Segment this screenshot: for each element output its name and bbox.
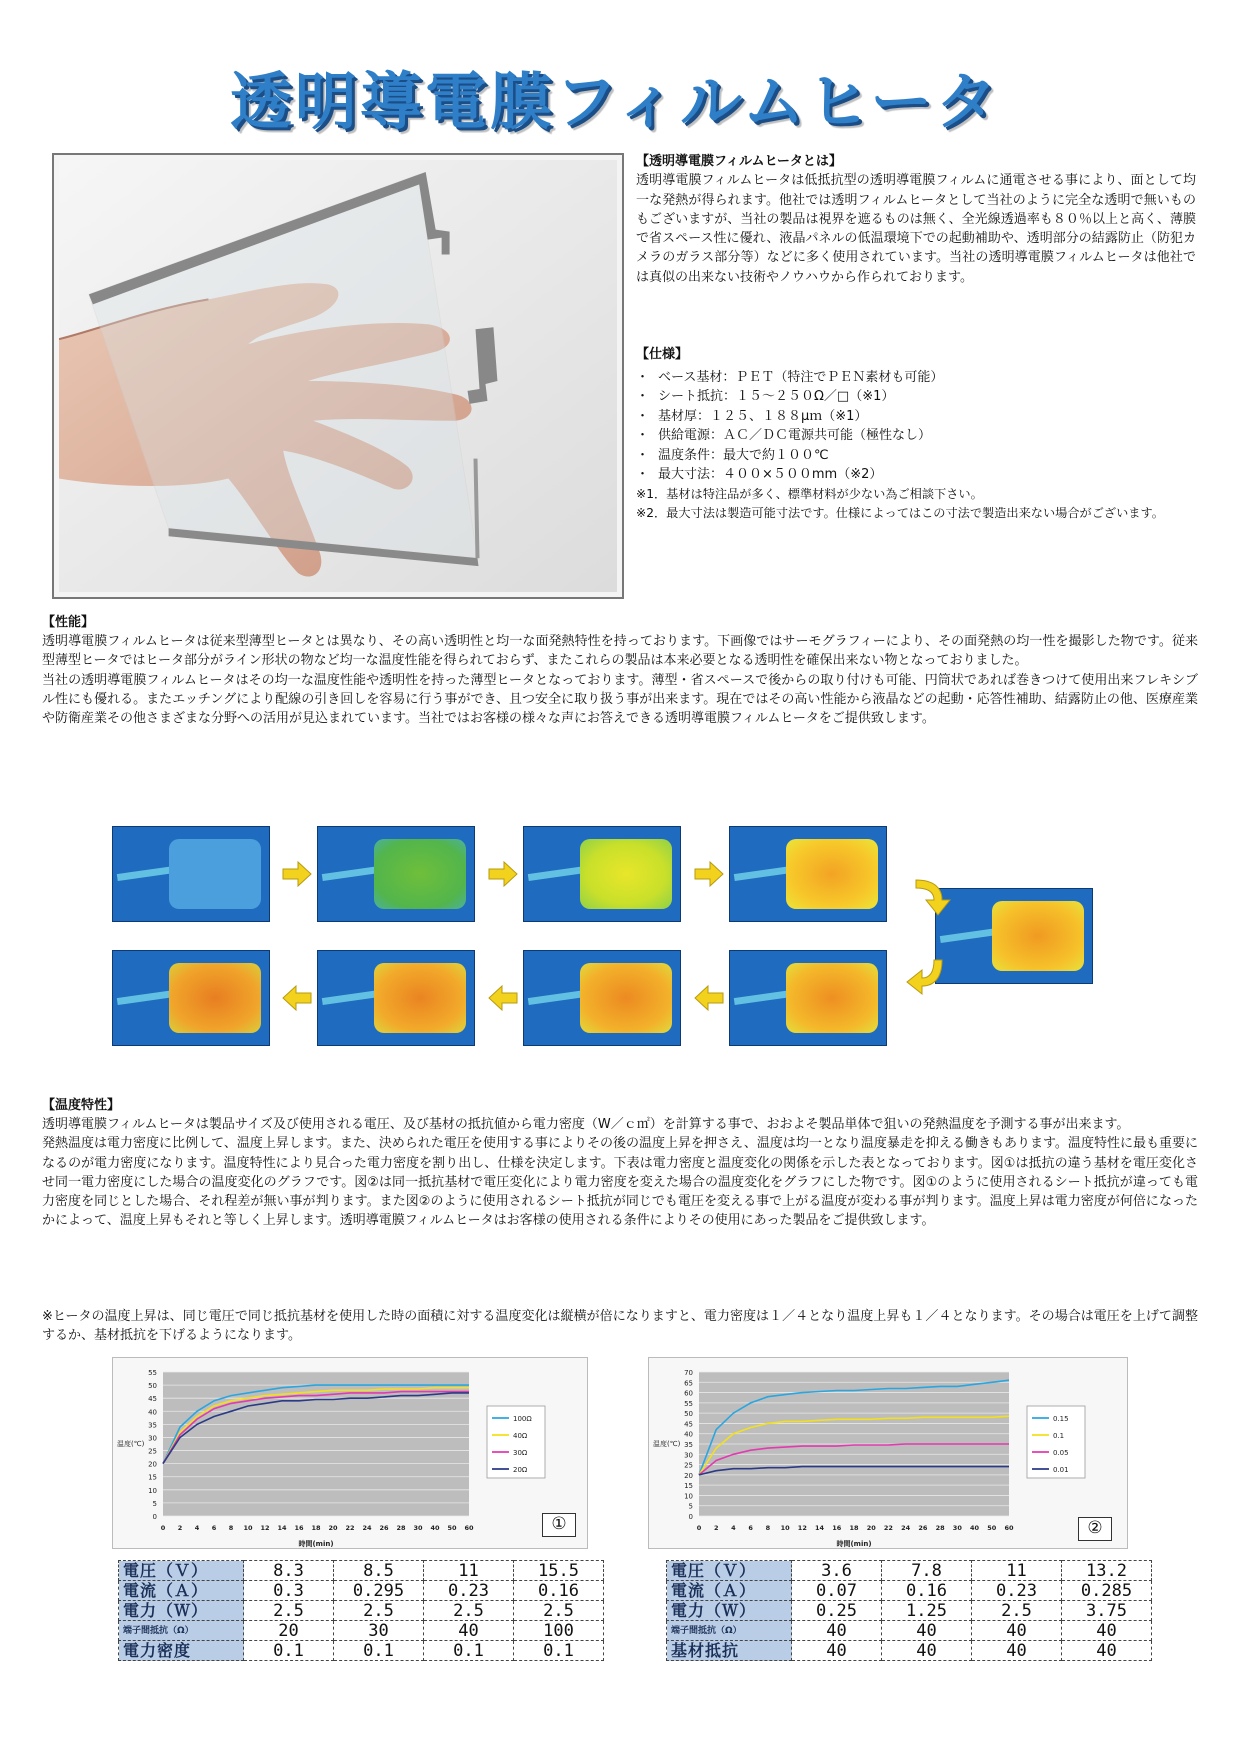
table-cell: 40 xyxy=(882,1621,972,1641)
y-tick-label: 55 xyxy=(148,1369,157,1377)
arrow-curve-left-icon xyxy=(906,958,946,998)
table-cell: 13.2 xyxy=(1062,1561,1152,1581)
y-tick-label: 20 xyxy=(684,1471,693,1480)
table-row xyxy=(119,1561,604,1581)
y-tick-label: 15 xyxy=(148,1473,157,1482)
x-tick-label: 14 xyxy=(815,1524,825,1532)
table-cell: 0.16 xyxy=(882,1581,972,1601)
hand-holding-film-image xyxy=(59,160,617,592)
y-tick-label: 0 xyxy=(152,1513,157,1521)
y-axis-label: 温度(℃) xyxy=(653,1440,681,1448)
x-tick-label: 50 xyxy=(987,1524,997,1532)
table-cell: 0.23 xyxy=(424,1581,514,1601)
chart-2-number: ② xyxy=(1078,1517,1112,1541)
y-tick-label: 0 xyxy=(688,1513,693,1521)
x-tick-label: 14 xyxy=(277,1524,287,1532)
table-cell: 8.5 xyxy=(334,1561,424,1581)
legend-label: 100Ω xyxy=(513,1415,532,1423)
table-row xyxy=(667,1561,1152,1581)
thermal-image-9 xyxy=(112,950,270,1046)
x-tick-label: 24 xyxy=(901,1524,911,1532)
spec-item: ・ 温度条件：最大で約１００℃ xyxy=(636,446,1196,466)
row-label: 電流（Ａ） xyxy=(667,1581,792,1601)
temperature-paragraph-2: 発熱温度は電力密度に比例して、温度上昇します。また、決められた電圧を使用する事によりその後の温度上昇を押さえ、温度は均一となり温度暴走を抑える働きもあります。温度特性に最も重要になるのが電力密度になります。温度特性により見合った電力密度を割り出し、仕様を決定します。下表は電力密度と温度変化の関係を示した表となっております。図①は抵抗の違う基材を電圧変化させ同一電力密度にした場合の温度変化のグラフです。図②は同一抵抗基材で電圧変化により電力密度を変えた場合の温度変化をグラフにした物です。図①のように使用されるシート抵抗が違っても電力密度を同じとした場合、それ程差が無い事が判ります。また図②のように使用されるシート抵抗が同じでも電圧を変える事で上がる温度が変わる事が判ります。温度上昇は電力密度が何倍になったかによって、温度上昇もそれと等しく上昇します。透明導電膜フィルムヒータはお客様の使用される条件によりその使用にあった製品をご提供致します。 xyxy=(42,1136,1198,1229)
arrow-curve-down-icon xyxy=(914,876,954,916)
row-label: 端子間抵抗（Ω） xyxy=(119,1621,244,1641)
row-label: 基材抵抗 xyxy=(667,1641,792,1661)
table-cell: 40 xyxy=(792,1621,882,1641)
temperature-section xyxy=(42,1096,1198,1230)
page-title: 透明導電膜フィルムヒータ xyxy=(230,65,1001,138)
row-label: 電力密度 xyxy=(119,1641,244,1661)
data-table-1 xyxy=(118,1560,604,1661)
table-cell: 0.1 xyxy=(514,1641,604,1661)
legend-label: 40Ω xyxy=(513,1432,528,1440)
x-axis-label: 時間(min) xyxy=(298,1540,334,1548)
x-tick-label: 6 xyxy=(748,1524,753,1532)
y-tick-label: 65 xyxy=(684,1379,693,1388)
table-cell: 0.1 xyxy=(334,1641,424,1661)
legend-label: 0.01 xyxy=(1053,1466,1069,1474)
performance-section xyxy=(42,613,1198,728)
row-label: 電圧（Ｖ） xyxy=(119,1561,244,1581)
arrow-right-icon xyxy=(694,861,724,887)
arrow-left-icon xyxy=(694,985,724,1011)
x-tick-label: 30 xyxy=(413,1524,423,1532)
x-tick-label: 50 xyxy=(447,1524,457,1532)
x-tick-label: 26 xyxy=(918,1524,928,1532)
performance-heading: 【性能】 xyxy=(42,615,95,630)
table-cell: 40 xyxy=(972,1641,1062,1661)
table-cell: 40 xyxy=(972,1621,1062,1641)
thermal-image-6 xyxy=(729,950,887,1046)
spec-item: ・ 基材厚：１２５、１８８μｍ（※1） xyxy=(636,407,1196,427)
table-cell: 3.6 xyxy=(792,1561,882,1581)
table-cell: 11 xyxy=(972,1561,1062,1581)
thermal-image-2 xyxy=(317,826,475,922)
table-cell: 2.5 xyxy=(972,1601,1062,1621)
y-tick-label: 30 xyxy=(684,1451,693,1460)
intro-section xyxy=(636,152,1196,287)
x-tick-label: 26 xyxy=(379,1524,389,1532)
chart-1 xyxy=(112,1357,588,1549)
y-tick-label: 35 xyxy=(148,1421,157,1430)
y-tick-label: 40 xyxy=(684,1430,693,1439)
y-tick-label: 45 xyxy=(148,1395,157,1404)
y-tick-label: 35 xyxy=(684,1441,693,1449)
temperature-paragraph-1: 透明導電膜フィルムヒータは製品サイズ及び使用される電圧、及び基材の抵抗値から電力密度（W／ｃ㎡）を計算する事で、おおよそ製品単体で狙いの発熱温度を予測する事が出来ます。 xyxy=(42,1117,1130,1133)
x-tick-label: 20 xyxy=(328,1524,338,1532)
y-tick-label: 15 xyxy=(684,1482,693,1491)
thermal-image-4 xyxy=(729,826,887,922)
table-cell: 7.8 xyxy=(882,1561,972,1581)
row-label: 端子間抵抗（Ω） xyxy=(667,1621,792,1641)
table-cell: 8.3 xyxy=(244,1561,334,1581)
table-cell: 20 xyxy=(244,1621,334,1641)
plot-area xyxy=(163,1372,469,1516)
table-row xyxy=(119,1581,604,1601)
x-tick-label: 4 xyxy=(731,1524,736,1532)
chart-2-svg xyxy=(649,1358,1127,1548)
x-tick-label: 18 xyxy=(849,1524,859,1532)
y-tick-label: 25 xyxy=(148,1447,157,1456)
spec-list xyxy=(636,368,1196,485)
y-tick-label: 45 xyxy=(684,1420,693,1429)
x-tick-label: 22 xyxy=(345,1524,355,1532)
x-tick-label: 12 xyxy=(797,1524,807,1532)
spec-item: ・ 最大寸法：４００×５００mm（※2） xyxy=(636,465,1196,485)
thermal-image-1 xyxy=(112,826,270,922)
y-tick-label: 60 xyxy=(684,1389,693,1398)
table-cell: 40 xyxy=(792,1641,882,1661)
spec-item: ・ ベース基材：ＰＥＴ（特注でＰＥＮ素材も可能） xyxy=(636,368,1196,388)
table-cell: 2.5 xyxy=(244,1601,334,1621)
x-tick-label: 28 xyxy=(935,1524,945,1532)
x-tick-label: 0 xyxy=(696,1524,702,1532)
y-tick-label: 40 xyxy=(148,1408,157,1417)
performance-paragraph-2: 当社の透明導電膜フィルムヒータはその均一な温度性能や透明性を持った薄型ヒータとなっております。薄型・省スペースで後からの取り付けも可能、円筒状であれば巻きつけて使用出来フレキシブル性にも優れる。またエッチングにより配線の引き回しを容易に行う事ができ、且つ安全に取り扱う事が出来ます。現在ではその高い性能から液晶などの起動・応答性補助、結露防止の他、医療産業や防衛産業その他さまざまな分野への活用が見込まれています。当社ではお客様の様々な声にお答えできる透明導電膜フィルムヒータをご提供致します。 xyxy=(42,672,1198,727)
y-tick-label: 50 xyxy=(684,1410,693,1419)
arrow-left-icon xyxy=(282,985,312,1011)
x-tick-label: 8 xyxy=(765,1524,771,1532)
row-label: 電流（Ａ） xyxy=(119,1581,244,1601)
x-tick-label: 10 xyxy=(780,1524,790,1532)
spec-item: ・ シート抵抗：１５～２５０Ω／□（※1） xyxy=(636,387,1196,407)
arrow-right-icon xyxy=(488,861,518,887)
thermal-image-8 xyxy=(317,950,475,1046)
y-tick-label: 5 xyxy=(688,1502,693,1511)
table-cell: 100 xyxy=(514,1621,604,1641)
table-row xyxy=(119,1621,604,1641)
arrow-right-icon xyxy=(282,861,312,887)
x-tick-label: 16 xyxy=(294,1524,304,1532)
table-cell: 0.23 xyxy=(972,1581,1062,1601)
x-tick-label: 6 xyxy=(211,1524,217,1532)
temperature-heading: 【温度特性】 xyxy=(42,1098,121,1113)
table-cell: 40 xyxy=(1062,1641,1152,1661)
spec-note-1: ※1．基材は特注品が多く、標準材料が少ない為ご相談下さい。 xyxy=(636,486,983,501)
table-cell: 0.16 xyxy=(514,1581,604,1601)
y-tick-label: 50 xyxy=(148,1382,157,1391)
table-cell: 0.07 xyxy=(792,1581,882,1601)
table-cell: 15.5 xyxy=(514,1561,604,1581)
chart-1-svg xyxy=(113,1358,587,1548)
legend-label: 30Ω xyxy=(513,1449,528,1457)
x-tick-label: 4 xyxy=(194,1524,200,1532)
y-tick-label: 20 xyxy=(148,1460,157,1469)
x-tick-label: 18 xyxy=(311,1524,321,1532)
y-axis-label: 温度(℃) xyxy=(117,1440,145,1448)
performance-paragraph-1: 透明導電膜フィルムヒータは従来型薄型ヒータとは異なり、その高い透明性と均一な面発熱特性を持っております。下画像ではサーモグラフィーにより、その面発熱の均一性を撮影した物です。従来型薄型ヒータではヒータ部分がライン形状の物など均一な温度性能を得られておらず、またこれらの製品は本来必要となる透明性を確保出来ない物となっておりました。 xyxy=(42,634,1199,669)
table-cell: 40 xyxy=(882,1641,972,1661)
x-tick-label: 30 xyxy=(952,1524,962,1532)
chart-2 xyxy=(648,1357,1128,1549)
thermal-image-3 xyxy=(523,826,681,922)
x-tick-label: 16 xyxy=(832,1524,842,1532)
intro-body: 透明導電膜フィルムヒータは低抵抗型の透明導電膜フィルムに通電させる事により、面として均一な発熱が得られます。他社では透明フィルムヒータとして当社のように完全な透明で無いものもございますが、当社の製品は視界を遮るものは無く、全光線透過率も８０％以上と高く、薄膜で省スペース性に優れ、液晶パネルの低温環境下での起動補助や、透明部分の結露防止（防犯カメラのガラス部分等）などに多く使用されています。当社の透明導電膜フィルムヒータは他社では真似の出来ない技術やノウハウから作られております。 xyxy=(636,173,1196,285)
x-tick-label: 28 xyxy=(396,1524,406,1532)
row-label: 電力（Ｗ） xyxy=(667,1601,792,1621)
temperature-note xyxy=(42,1307,1198,1345)
legend-label: 0.05 xyxy=(1053,1449,1069,1457)
legend-label: 20Ω xyxy=(513,1466,528,1474)
table-cell: 30 xyxy=(334,1621,424,1641)
x-tick-label: 12 xyxy=(260,1524,270,1532)
table-cell: 0.25 xyxy=(792,1601,882,1621)
x-tick-label: 40 xyxy=(970,1524,980,1532)
table-row xyxy=(667,1581,1152,1601)
data-table-2 xyxy=(666,1560,1152,1661)
x-tick-label: 24 xyxy=(362,1524,372,1532)
x-axis-label: 時間(min) xyxy=(836,1540,872,1548)
y-tick-label: 30 xyxy=(148,1434,157,1443)
x-tick-label: 20 xyxy=(866,1524,876,1532)
x-tick-label: 40 xyxy=(430,1524,440,1532)
table-cell: 2.5 xyxy=(514,1601,604,1621)
row-label: 電力（Ｗ） xyxy=(119,1601,244,1621)
table-cell: 0.1 xyxy=(244,1641,334,1661)
table-cell: 1.25 xyxy=(882,1601,972,1621)
arrow-left-icon xyxy=(488,985,518,1011)
table-cell: 11 xyxy=(424,1561,514,1581)
thermal-image-7 xyxy=(523,950,681,1046)
spec-heading: 【仕様】 xyxy=(636,347,689,362)
x-tick-label: 60 xyxy=(464,1524,474,1532)
table-cell: 2.5 xyxy=(424,1601,514,1621)
x-tick-label: 2 xyxy=(177,1524,183,1532)
y-tick-label: 10 xyxy=(684,1492,693,1501)
table-row xyxy=(667,1601,1152,1621)
spec-note-2: ※2．最大寸法は製造可能寸法です。仕様によってはこの寸法で製造出来ない場合がございます。 xyxy=(636,505,1164,520)
table-cell: 40 xyxy=(424,1621,514,1641)
table-cell: 3.75 xyxy=(1062,1601,1152,1621)
temperature-note-text: ※ヒータの温度上昇は、同じ電圧で同じ抵抗基材を使用した時の面積に対する温度変化は縦横が倍になりますと、電力密度は１／４となり温度上昇も１／４となります。その場合は電圧を上げて調整するか、基材抵抗を下げるようになります。 xyxy=(42,1309,1198,1344)
legend-label: 0.15 xyxy=(1053,1415,1069,1423)
y-tick-label: 25 xyxy=(684,1461,693,1470)
spec-item: ・ 供給電源：ＡＣ／ＤＣ電源共可能（極性なし） xyxy=(636,426,1196,446)
table-cell: 40 xyxy=(1062,1621,1152,1641)
row-label: 電圧（Ｖ） xyxy=(667,1561,792,1581)
y-tick-label: 55 xyxy=(684,1399,693,1408)
table-row xyxy=(667,1621,1152,1641)
product-photo xyxy=(52,153,624,599)
thermal-image-5 xyxy=(935,888,1093,984)
y-tick-label: 70 xyxy=(684,1369,693,1377)
table-row xyxy=(667,1641,1152,1661)
table-row xyxy=(119,1601,604,1621)
y-tick-label: 10 xyxy=(148,1486,157,1495)
x-tick-label: 2 xyxy=(713,1524,719,1532)
x-tick-label: 8 xyxy=(228,1524,234,1532)
table-row xyxy=(119,1641,604,1661)
table-cell: 0.1 xyxy=(424,1641,514,1661)
intro-heading: 【透明導電膜フィルムヒータとは】 xyxy=(636,154,842,169)
x-tick-label: 22 xyxy=(883,1524,893,1532)
spec-section xyxy=(636,345,1196,523)
x-tick-label: 10 xyxy=(243,1524,253,1532)
table-cell: 0.3 xyxy=(244,1581,334,1601)
x-tick-label: 0 xyxy=(160,1524,166,1532)
table-cell: 0.295 xyxy=(334,1581,424,1601)
y-tick-label: 5 xyxy=(152,1499,157,1508)
table-cell: 2.5 xyxy=(334,1601,424,1621)
chart-1-number: ① xyxy=(542,1513,576,1537)
table-cell: 0.285 xyxy=(1062,1581,1152,1601)
x-tick-label: 60 xyxy=(1004,1524,1014,1532)
legend-label: 0.1 xyxy=(1053,1432,1065,1440)
